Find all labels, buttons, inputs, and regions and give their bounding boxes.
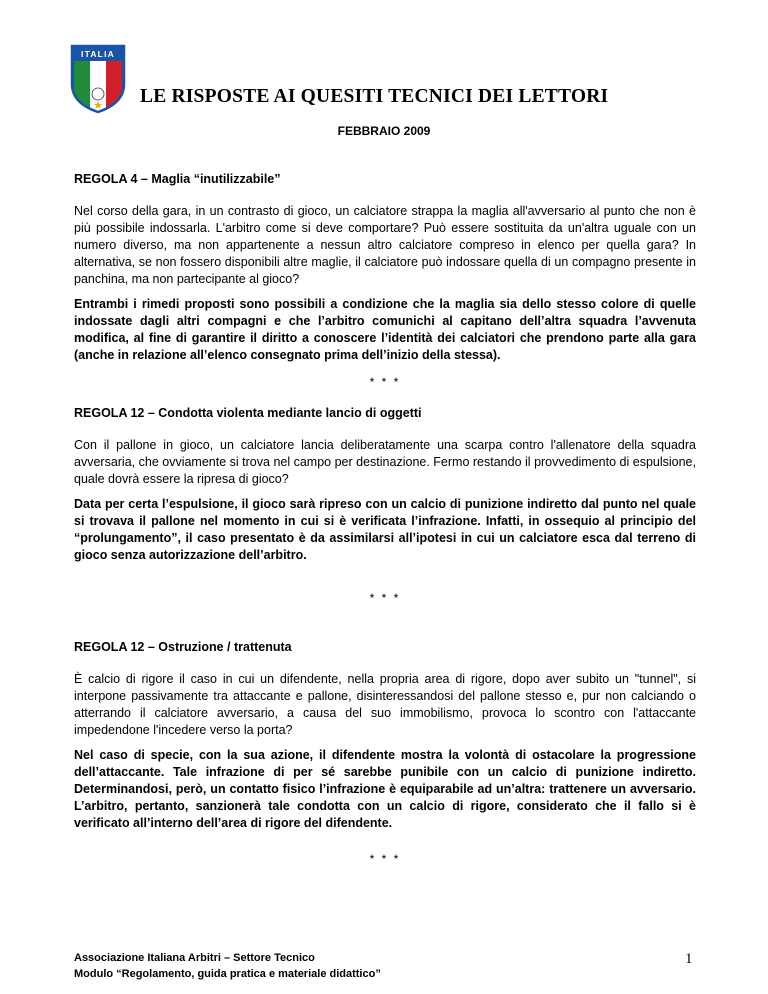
footer xyxy=(74,950,381,982)
logo-text: ITALIA xyxy=(81,49,115,59)
section-separator: * * * xyxy=(369,375,401,389)
question-paragraph: Nel corso della gara, in un contrasto di gioco, un calciatore strappa la maglia all'avversario al punto che non è più possibile indossarla. L'arbitro come si deve comportare? Può essere sostituita da un'altra uguale con un numero diverso, ma non appartenente a nessun altro calciatore compreso in elenco per quella gara? In alternativa, se non fossero disponibili altre maglie, il calciatore può indossare quella di un compagno presente in panchina, ma non partecipante al gioco? xyxy=(74,204,696,286)
section-title: REGOLA 12 – Ostruzione / trattenuta xyxy=(74,640,292,654)
document-title: LE RISPOSTE AI QUESITI TECNICI DEI LETTORI xyxy=(140,86,609,107)
answer-paragraph: Nel caso di specie, con la sua azione, il difendente mostra la volontà di ostacolare la progressione dell’attaccante. Tale infrazione di per sé sarebbe punibile con un calcio di punizione indiretto. Determinandosi, però, un contatto fisico l’infrazione è equiparabile ad un’altra: trattenere un avversario. L’arbitro, pertanto, sanzionerà tale condotta con un calcio di rigore, considerato che il fallo si è verificato all’interno dell’area di rigore del difendente. xyxy=(74,748,696,830)
document-date: FEBBRAIO 2009 xyxy=(337,124,431,138)
footer-module: Modulo “Regolamento, guida pratica e materiale didattico” xyxy=(74,968,381,980)
football-icon xyxy=(92,88,104,100)
question-paragraph: È calcio di rigore il caso in cui un difendente, nella propria area di rigore, dopo aver subito un "tunnel", si interpone passivamente tra attaccante e pallone, disinteressandosi del pallone stesso e, pur non calciando o atterrando il calciatore avversario, a causa del suo immobilismo, provoca lo scontro con l'attaccante impedendone l'incedere verso la porta? xyxy=(74,672,696,737)
section-separator: * * * xyxy=(369,852,401,866)
answer-paragraph: Data per certa l’espulsione, il gioco sarà ripreso con un calcio di punizione indiretto dal punto nel quale si trovava il pallone nel momento in cui si è verificata l’infrazione. Infatti, in ossequio al principio del “prolungamento”, il caso presentato è da assimilarsi all’ipotesi in cui un calciatore esca dal terreno di gioco senza autorizzazione dell’arbitro. xyxy=(74,497,696,562)
section-title: REGOLA 12 – Condotta violenta mediante lancio di oggetti xyxy=(74,406,422,420)
question-paragraph: Con il pallone in gioco, un calciatore lancia deliberatamente una scarpa contro l'allenatore della squadra avversaria, che ovviamente si trova nel campo per destinazione. Fermo restando il provvedimento di espulsione, quale dovrà essere la ripresa di gioco? xyxy=(74,438,696,486)
figc-shield-logo xyxy=(70,44,126,114)
footer-organization: Associazione Italiana Arbitri – Settore Tecnico xyxy=(74,952,315,964)
page-number: 1 xyxy=(685,951,693,967)
section-title: REGOLA 4 – Maglia “inutilizzabile” xyxy=(74,172,281,186)
section-separator: * * * xyxy=(369,591,401,605)
answer-paragraph: Entrambi i rimedi proposti sono possibili a condizione che la maglia sia dello stesso colore di quelle indossate dagli altri compagni e che l’arbitro comunichi al capitano dell’altra squadra l’avvenuta modifica, al fine di garantire il diritto a conoscere l’identità dei calciatori che prendono parte alla gara (anche in relazione all’elenco consegnato prima dell’inizio della stessa). xyxy=(74,297,696,362)
